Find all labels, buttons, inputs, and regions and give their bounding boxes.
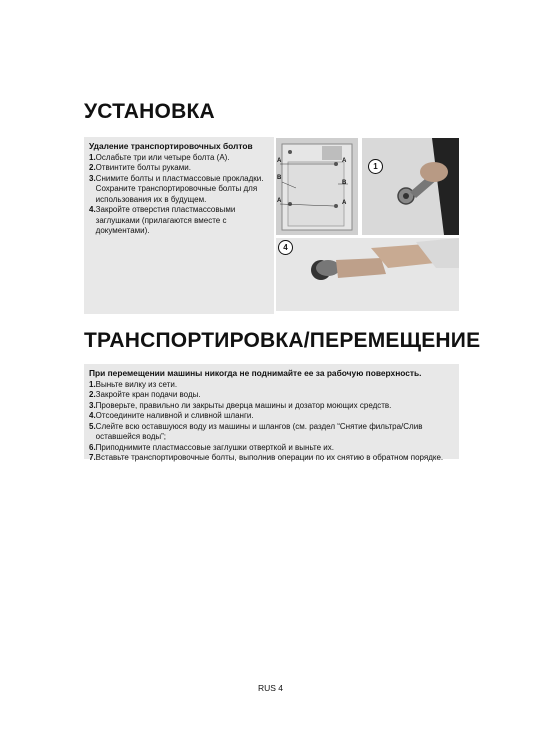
install-step-3: [89, 174, 269, 206]
step-text: Ослабьте три или четыре болта (А).: [95, 152, 230, 162]
machine-back-illustration: [276, 138, 358, 235]
label-b-1: B: [277, 175, 282, 181]
step-number: 3.: [89, 400, 96, 410]
step-text: Проверьте, правильно ли закрыты дверца машины и дозатор моющих средств.: [95, 400, 392, 410]
wrench-illustration: [362, 138, 459, 235]
step-text: Выньте вилку из сети.: [95, 379, 178, 389]
step-number: 2.: [89, 163, 96, 172]
transport-step-1: [89, 380, 454, 391]
page-number: RUS 4: [257, 683, 284, 693]
transport-step-4: [89, 411, 454, 422]
wrench-photo: [362, 138, 459, 235]
step-text: Отсоедините наливной и сливной шланги.: [95, 411, 254, 420]
step-text: Слейте всю оставшуюся воду из машины и шлангов (см. раздел “Снятие фильтра/Слив оставшейся воды”;: [95, 421, 423, 441]
step-text: Снимите болты и пластмассовые прокладки. Сохраните транспортировочные болты для использования их в будущем.: [95, 173, 264, 204]
step-number: 1.: [89, 152, 96, 162]
label-a-3: A: [342, 158, 347, 164]
install-step-1: [89, 153, 269, 164]
install-instructions-box: [84, 137, 274, 314]
step-number: 7.: [89, 453, 96, 462]
step-badge-4: 4: [278, 240, 293, 255]
step-text: Закройте кран подачи воды.: [95, 390, 201, 399]
install-step-4: [89, 205, 269, 237]
transport-box-title: При перемещении машины никогда не поднимайте ее за рабочую поверхность.: [89, 368, 422, 378]
label-a-1: A: [277, 158, 282, 164]
step-number: 6.: [89, 442, 96, 452]
transport-heading: ТРАНСПОРТИРОВКА/ПЕРЕМЕЩЕНИЕ: [84, 329, 481, 352]
install-box-title: Удаление транспортировочных болтов: [89, 141, 253, 151]
transport-step-2: [89, 390, 454, 401]
step-number: 4.: [89, 411, 96, 420]
step-number: 5.: [89, 421, 96, 431]
install-step-2: [89, 163, 269, 174]
step-text: Вставьте транспортировочные болты, выполнив операции по их снятию в обратном порядке.: [95, 453, 444, 462]
label-b-2: B: [342, 180, 347, 186]
plug-illustration: [276, 238, 459, 311]
step-text: Закройте отверстия пластмассовыми заглушками (прилагаются вместе с документами).: [95, 205, 236, 235]
step-badge-1: 1: [368, 159, 383, 174]
transport-step-5: [89, 422, 454, 443]
transport-step-6: [89, 443, 454, 454]
label-a-4: A: [342, 200, 347, 206]
transport-step-3: [89, 401, 454, 412]
install-heading: УСТАНОВКА: [84, 100, 215, 123]
label-a-2: A: [277, 198, 282, 204]
transport-step-7: [89, 453, 454, 464]
step-number: 1.: [89, 379, 96, 389]
step-number: 2.: [89, 390, 96, 399]
machine-back-photo: [276, 138, 358, 235]
plug-photo: [276, 238, 459, 311]
step-text: Отвинтите болты руками.: [95, 163, 191, 172]
step-text: Приподнимите пластмассовые заглушки отверткой и выньте их.: [95, 442, 334, 452]
step-number: 4.: [89, 205, 96, 214]
transport-instructions-box: [84, 364, 459, 462]
step-number: 3.: [89, 173, 96, 183]
